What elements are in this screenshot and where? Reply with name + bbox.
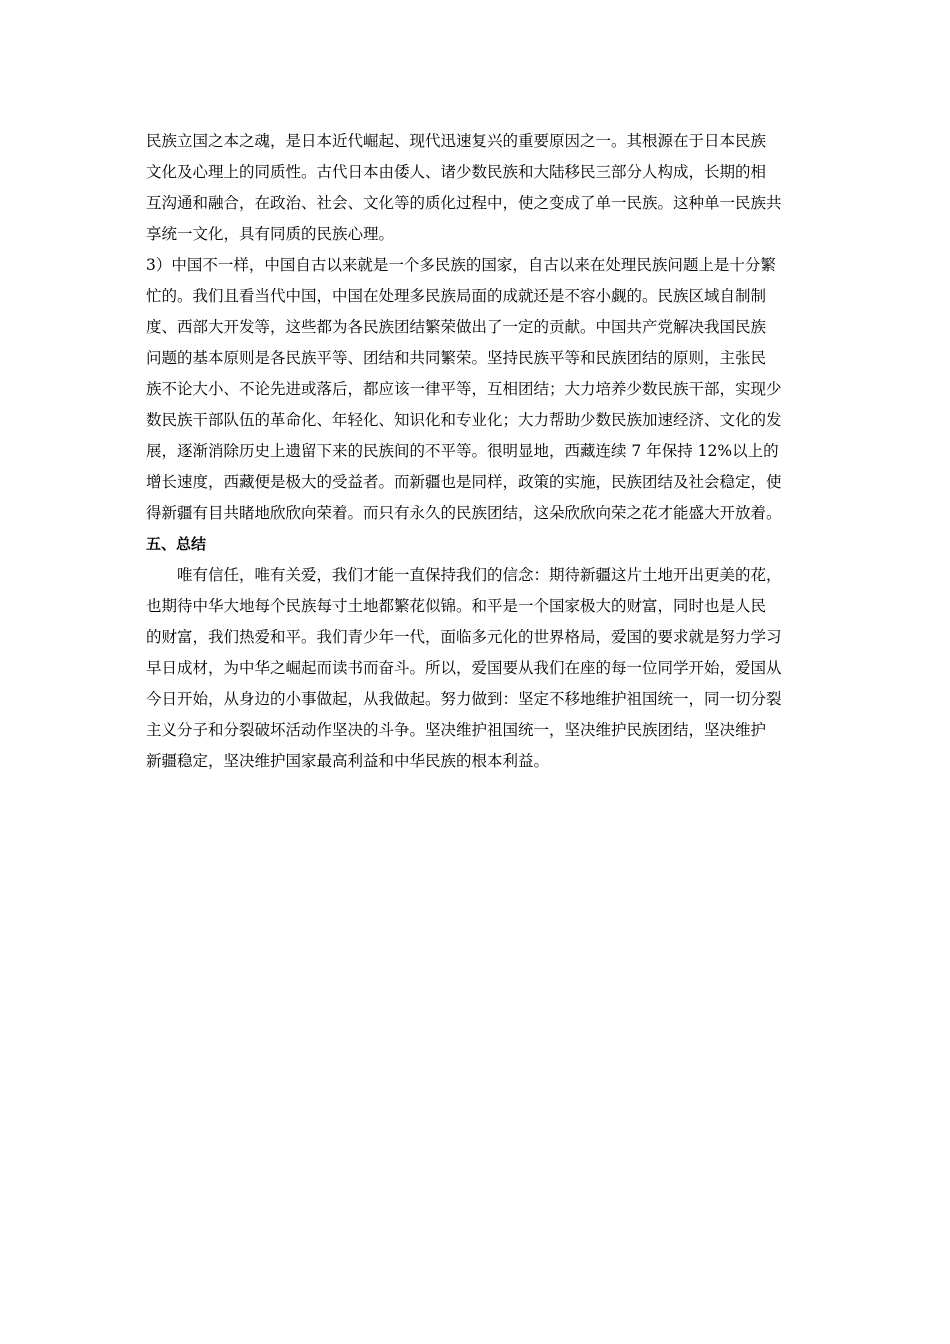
text-line: 数民族干部队伍的革命化、年轻化、知识化和专业化；大力帮助少数民族加速经济、文化的发 xyxy=(146,411,782,429)
text-line: 互沟通和融合，在政治、社会、文化等的质化过程中，使之变成了单一民族。这种单一民族共 xyxy=(146,194,782,212)
text-line: 展，逐渐消除历史上遗留下来的民族间的不平等。很明显地，西藏连续 7 年保持 12%以上的 xyxy=(146,442,779,460)
paragraph-china-ethnic-policy xyxy=(146,250,822,529)
text-line: 度、西部大开发等，这些都为各民族团结繁荣做出了一定的贡献。中国共产党解决我国民族 xyxy=(146,318,767,336)
section-heading-summary: 五、总结 xyxy=(146,535,207,553)
text-line: 主义分子和分裂破坏活动作坚决的斗争。坚决维护祖国统一，坚决维护民族团结，坚决维护 xyxy=(146,721,767,739)
text-line: 新疆稳定，坚决维护国家最高利益和中华民族的根本利益。 xyxy=(146,752,550,770)
text-line: 民族立国之本之魂，是日本近代崛起、现代迅速复兴的重要原因之一。其根源在于日本民族 xyxy=(146,132,767,150)
text-line: 忙的。我们且看当代中国，中国在处理多民族局面的成就还是不容小觑的。民族区域自制制 xyxy=(146,287,767,305)
text-line: 也期待中华大地每个民族每寸土地都繁花似锦。和平是一个国家极大的财富，同时也是人民 xyxy=(146,597,767,615)
text-line: 文化及心理上的同质性。古代日本由倭人、诸少数民族和大陆移民三部分人构成，长期的相 xyxy=(146,163,767,181)
text-line: 唯有信任，唯有关爱，我们才能一直保持我们的信念：期待新疆这片土地开出更美的花， xyxy=(146,566,782,584)
text-line: 得新疆有目共睹地欣欣向荣着。而只有永久的民族团结，这朵欣欣向荣之花才能盛大开放着。 xyxy=(146,504,782,522)
paragraph-japan-homogeneity xyxy=(146,126,822,250)
text-line: 族不论大小、不论先进或落后，都应该一律平等，互相团结；大力培养少数民族干部，实现少 xyxy=(146,380,782,398)
text-line: 问题的基本原则是各民族平等、团结和共同繁荣。坚持民族平等和民族团结的原则，主张民 xyxy=(146,349,767,367)
paragraph-conclusion xyxy=(146,560,822,777)
text-line: 享统一文化，具有同质的民族心理。 xyxy=(146,225,395,243)
document-body xyxy=(146,126,822,777)
text-line: 增长速度，西藏便是极大的受益者。而新疆也是同样，政策的实施，民族团结及社会稳定，使 xyxy=(146,473,782,491)
text-line: 今日开始，从身边的小事做起，从我做起。努力做到：坚定不移地维护祖国统一，同一切分裂 xyxy=(146,690,782,708)
text-line: 早日成材，为中华之崛起而读书而奋斗。所以，爱国要从我们在座的每一位同学开始，爱国从 xyxy=(146,659,782,677)
text-line: 3）中国不一样，中国自古以来就是一个多民族的国家，自古以来在处理民族问题上是十分繁 xyxy=(146,256,776,274)
text-line: 的财富，我们热爱和平。我们青少年一代，面临多元化的世界格局，爱国的要求就是努力学习 xyxy=(146,628,782,646)
